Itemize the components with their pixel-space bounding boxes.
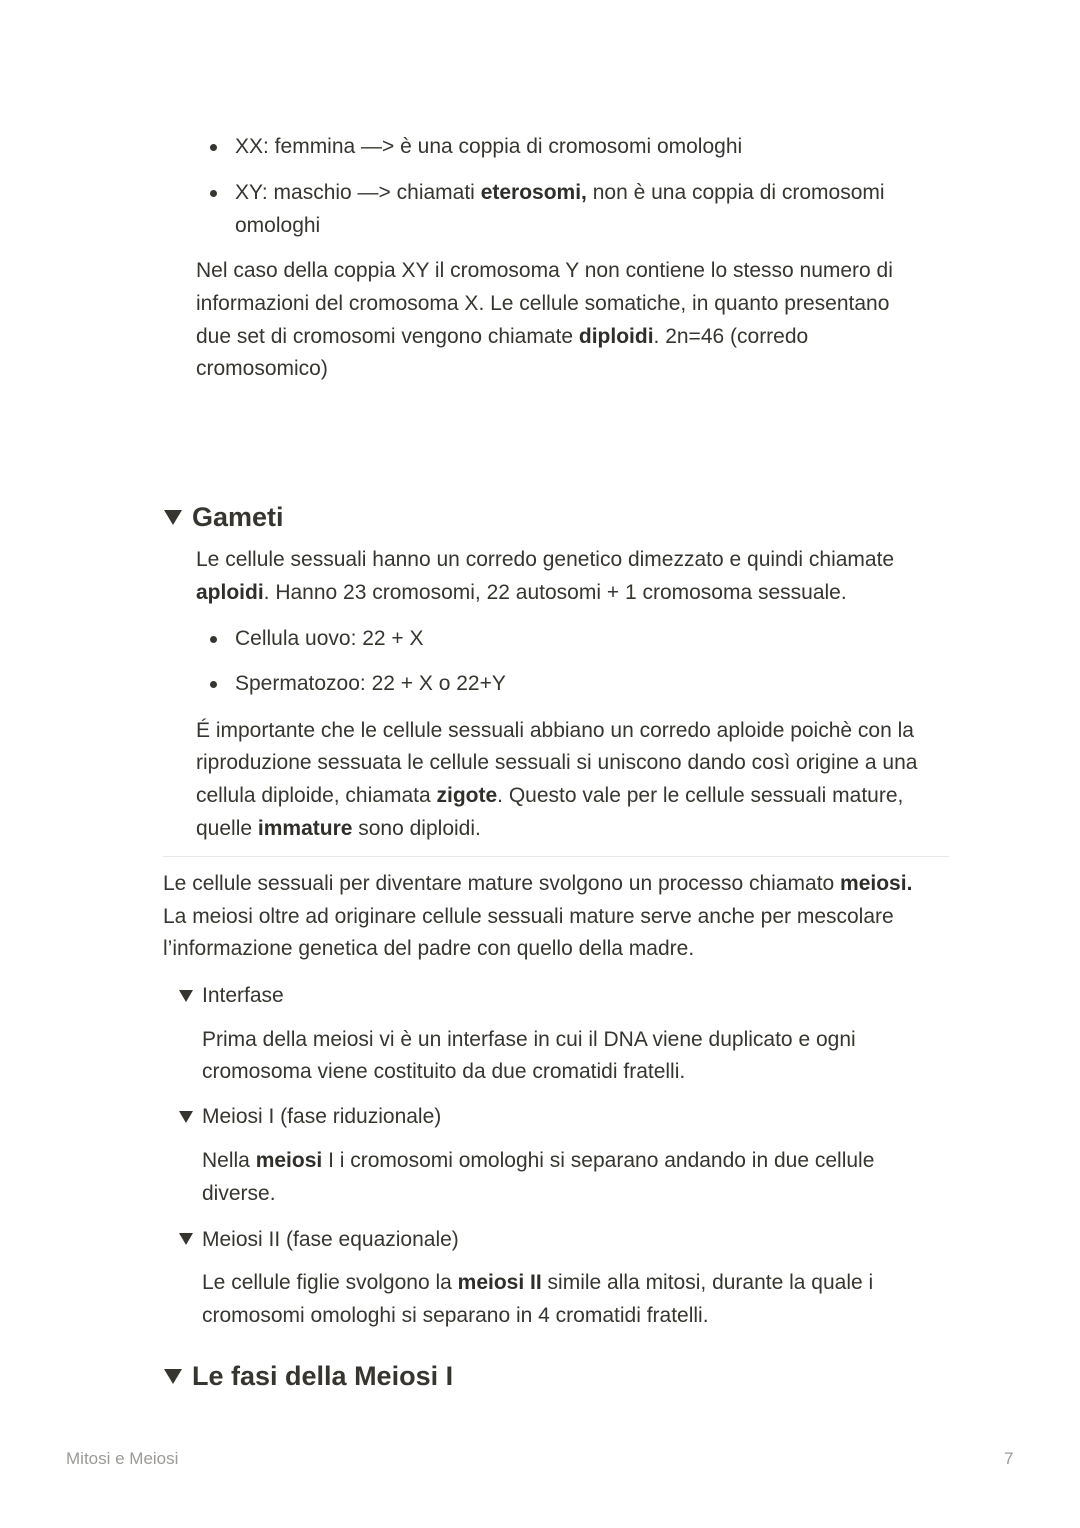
paragraph-line: informazioni del cromosoma X. Le cellule somatiche, in quanto presentano xyxy=(196,292,890,315)
bullet-cellula-uovo: Cellula uovo: 22 + X xyxy=(235,627,424,650)
paragraph-line: Prima della meiosi vi è un interfase in cui il DNA viene duplicato e ogni xyxy=(202,1028,856,1051)
bullet-xx: XX: femmina —> è una coppia di cromosomi omologhi xyxy=(235,135,743,158)
paragraph-line: cromosomi omologhi si separano in 4 cromatidi fratelli. xyxy=(202,1304,709,1327)
paragraph-line: Le cellule figlie svolgono la meiosi II simile alla mitosi, durante la quale i xyxy=(202,1271,874,1294)
paragraph-line: Nella meiosi I i cromosomi omologhi si separano andando in due cellule xyxy=(202,1149,875,1172)
paragraph-line: quelle immature sono diploidi. xyxy=(196,817,481,840)
paragraph-line: La meiosi oltre ad originare cellule sessuali mature serve anche per mescolare xyxy=(163,905,894,928)
page-number: 7 xyxy=(1004,1449,1014,1468)
footer-title: Mitosi e Meiosi xyxy=(66,1449,179,1468)
bullet-dot xyxy=(210,190,217,197)
toggle-meiosi-1[interactable]: Meiosi I (fase riduzionale) xyxy=(202,1105,442,1128)
paragraph-line: Le cellule sessuali per diventare mature svolgono un processo chiamato meiosi. xyxy=(163,872,913,895)
paragraph-line: Le cellule sessuali hanno un corredo genetico dimezzato e quindi chiamate xyxy=(196,548,895,571)
bullet-dot xyxy=(210,636,217,643)
heading-gameti: Gameti xyxy=(192,502,284,532)
toggle-triangle-icon[interactable] xyxy=(179,1233,193,1245)
bullet-spermatozoo: Spermatozoo: 22 + X o 22+Y xyxy=(235,672,506,695)
toggle-meiosi-2[interactable]: Meiosi II (fase equazionale) xyxy=(202,1228,459,1251)
bullet-xy: XY: maschio —> chiamati eterosomi, non è una coppia di cromosomi xyxy=(235,181,885,204)
paragraph-line: cellula diploide, chiamata zigote. Questo vale per le cellule sessuali mature, xyxy=(196,784,904,807)
toggle-triangle-icon[interactable] xyxy=(179,1111,193,1123)
bullet-xy-cont: omologhi xyxy=(235,214,321,237)
paragraph-line: due set di cromosomi vengono chiamate diploidi. 2n=46 (corredo xyxy=(196,325,809,348)
paragraph-line: É importante che le cellule sessuali abbiano un corredo aploide poichè con la xyxy=(196,719,914,742)
bullet-dot xyxy=(210,681,217,688)
paragraph-line: l’informazione genetica del padre con quello della madre. xyxy=(163,937,695,960)
toggle-interfase[interactable]: Interfase xyxy=(202,984,284,1007)
paragraph-line: cromosoma viene costituito da due cromatidi fratelli. xyxy=(202,1060,686,1083)
bullet-dot xyxy=(210,144,217,151)
toggle-triangle-icon[interactable] xyxy=(164,1369,182,1384)
heading-fasi-meiosi: Le fasi della Meiosi I xyxy=(192,1361,454,1391)
divider xyxy=(163,856,949,857)
toggle-triangle-icon[interactable] xyxy=(179,990,193,1002)
paragraph-line: diverse. xyxy=(202,1182,276,1205)
paragraph-line: cromosomico) xyxy=(196,357,328,380)
paragraph-line: aploidi. Hanno 23 cromosomi, 22 autosomi + 1 cromosoma sessuale. xyxy=(196,581,847,604)
paragraph-line: Nel caso della coppia XY il cromosoma Y non contiene lo stesso numero di xyxy=(196,259,893,282)
paragraph-line: riproduzione sessuata le cellule sessuali si uniscono dando così origine a una xyxy=(196,751,918,774)
toggle-triangle-icon[interactable] xyxy=(164,510,182,525)
